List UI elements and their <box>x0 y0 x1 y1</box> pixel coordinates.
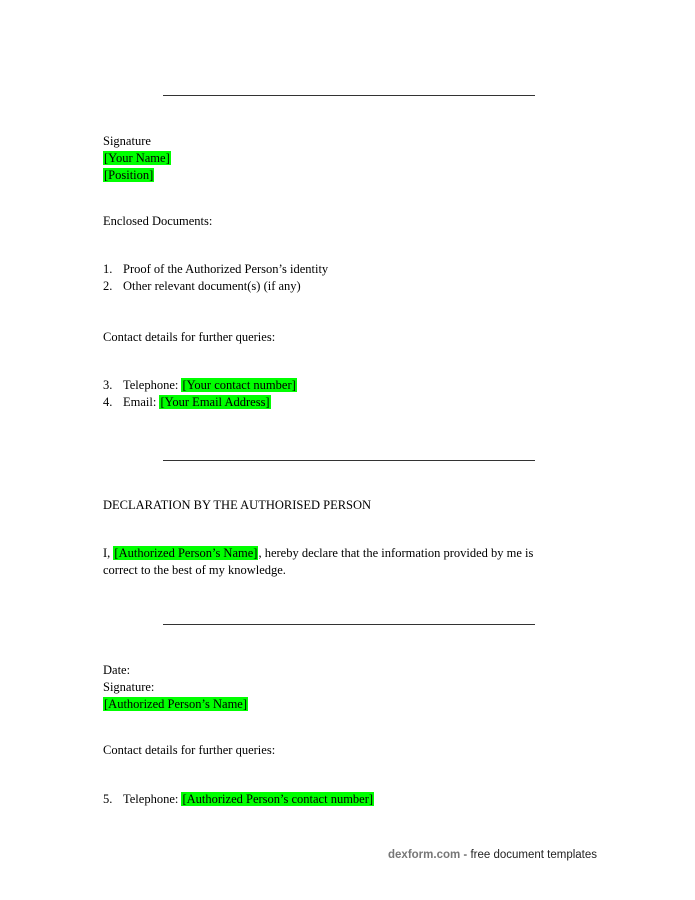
signature-label: Signature: <box>103 680 155 694</box>
declaration-text: I, [Authorized Person’s Name], hereby declare that the information provided by me is correct to the best of my knowledge. <box>103 546 534 577</box>
signature-label: Signature <box>103 134 151 148</box>
contact-list <box>103 377 297 411</box>
list-item: 4. Email: [Your Email Address] <box>103 395 270 409</box>
authorized-contact-placeholder: [Authorized Person’s contact number] <box>182 792 374 806</box>
signature-block <box>103 133 171 184</box>
email-placeholder: [Your Email Address] <box>160 395 270 409</box>
enclosed-list <box>103 261 328 295</box>
date-block <box>103 662 248 713</box>
contact-list <box>103 791 374 808</box>
footer-tagline: - free document templates <box>460 849 598 861</box>
date-rule <box>163 624 535 625</box>
your-name-placeholder: [Your Name] <box>104 151 170 165</box>
contact-heading: Contact details for further queries: <box>103 743 276 757</box>
date-label: Date: <box>103 663 131 677</box>
signature-rule <box>163 95 535 96</box>
enclosed-heading: Enclosed Documents: <box>103 214 213 228</box>
list-item: 1. Proof of the Authorized Person’s identity <box>103 262 329 276</box>
declaration-rule <box>163 460 535 461</box>
contact-heading: Contact details for further queries: <box>103 330 276 344</box>
list-item: 5. Telephone: [Authorized Person’s contact number] <box>103 792 374 806</box>
authorized-name-placeholder: [Authorized Person’s Name] <box>104 697 248 711</box>
footer-brand-link[interactable]: dexform.com <box>388 849 461 861</box>
list-item: 3. Telephone: [Your contact number] <box>103 378 296 392</box>
position-placeholder: [Position] <box>104 168 154 182</box>
declaration-heading: DECLARATION BY THE AUTHORISED PERSON <box>103 498 372 512</box>
footer <box>388 847 597 864</box>
authorized-name-placeholder: [Authorized Person’s Name] <box>114 546 258 560</box>
list-item: 2. Other relevant document(s) (if any) <box>103 279 301 293</box>
contact-number-placeholder: [Your contact number] <box>182 378 296 392</box>
